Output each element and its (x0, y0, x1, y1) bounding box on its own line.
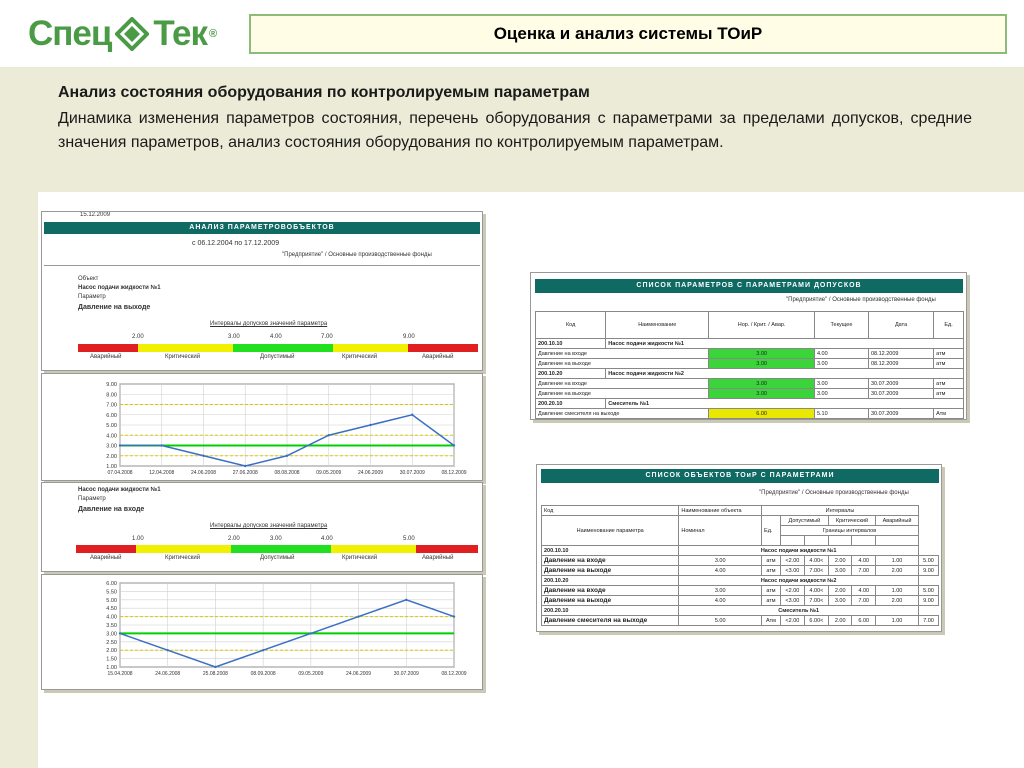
y-tick-label: 9.00 (106, 382, 117, 388)
tolerance-scale (78, 344, 478, 352)
y-tick-label: 1.00 (106, 665, 117, 671)
x-tick-label: 30.07.2009 (393, 671, 419, 677)
table-row (542, 586, 939, 596)
table-cell: 4.00 (679, 566, 762, 576)
table-row (542, 596, 939, 606)
table-group-row (542, 576, 939, 586)
table-cell: 4.00 (852, 586, 876, 596)
y-tick-label: 6.00 (106, 581, 117, 587)
zone-label: Аварийный (422, 555, 454, 561)
group-code: 200.10.10 (542, 546, 679, 556)
y-tick-label: 7.00 (106, 402, 117, 409)
table-cell: 3.00 (814, 389, 868, 399)
x-tick-label: 27.06.2008 (232, 470, 258, 476)
table-cell: атм (934, 389, 964, 399)
table-cell: 4.00< (804, 586, 828, 596)
x-tick-label: 24.06.2008 (155, 671, 181, 677)
column-header: Код (542, 506, 679, 516)
data-point (119, 444, 121, 446)
table-cell: Давление смесителя на выходе (542, 616, 679, 626)
table-cell: 7.00 (918, 616, 938, 626)
table-cell: 30.07.2009 (868, 389, 933, 399)
x-tick-label: 09.05.2009 (298, 671, 324, 677)
table-cell: атм (762, 566, 781, 576)
group-name: Смеситель №1 (606, 399, 964, 409)
table-cell: 3.00 (709, 389, 815, 399)
scale-value: 9.00 (403, 334, 415, 340)
column-header (828, 536, 852, 546)
y-tick-label: 3.50 (106, 623, 117, 629)
table-group-row (536, 399, 964, 409)
table-group-row (536, 339, 964, 349)
group-name: Насос подачи жидкости №2 (679, 576, 919, 586)
table-cell: Давление на входе (536, 379, 709, 389)
table-row (536, 349, 964, 359)
table-cell: 3.00 (679, 556, 762, 566)
table-cell: атм (934, 359, 964, 369)
table-cell: 7.00 (852, 596, 876, 606)
table-cell: 2.00 (828, 556, 852, 566)
table-cell: 7.00< (804, 566, 828, 576)
column-header: Наименование параметра (542, 516, 679, 546)
data-point (369, 424, 371, 426)
table-cell: Давление на выходе (536, 359, 709, 369)
section-heading: Анализ состояния оборудования по контролируемым параметрам (58, 84, 590, 101)
y-tick-label: 4.00 (106, 614, 117, 621)
x-tick-label: 08.08.2008 (274, 470, 300, 476)
scale-value: 1.00 (132, 536, 144, 542)
group-code: 200.20.10 (542, 606, 679, 616)
table-header-row (536, 312, 964, 339)
zone-label: Аварийный (422, 354, 454, 360)
chart-panel-1 (41, 373, 483, 481)
y-tick-label: 2.00 (106, 453, 117, 460)
column-header: Нор. / Крит. / Авар. (709, 312, 815, 339)
y-tick-label: 2.00 (106, 648, 117, 655)
table-header-row (542, 516, 939, 526)
table-row (536, 389, 964, 399)
table-cell: 1.00 (876, 616, 919, 626)
y-tick-label: 6.00 (106, 412, 117, 419)
table-cell: 1.00 (876, 586, 919, 596)
report-analysis-panel-2 (41, 482, 483, 572)
table-cell: 08.12.2009 (868, 359, 933, 369)
table-row (536, 379, 964, 389)
column-header: Текущее (814, 312, 868, 339)
group-name: Насос подачи жидкости №1 (606, 339, 964, 349)
table-cell: 08.12.2009 (868, 349, 933, 359)
table-cell: 4.00< (804, 556, 828, 566)
table-cell: <2.00 (780, 556, 804, 566)
section-description: Динамика изменения параметров состояния, перечень оборудования с параметрами за пределами допусков, средние значения параметров, анализ состояния оборудования по контролируемым параметрам. (58, 110, 972, 151)
table-cell: атм (762, 596, 781, 606)
data-point (202, 455, 204, 457)
data-point (357, 615, 359, 617)
objects-list-panel (536, 464, 942, 632)
table-cell: <3.00 (780, 596, 804, 606)
table-row (536, 359, 964, 369)
chart-panel-2 (41, 574, 483, 690)
table-cell: атм (762, 586, 781, 596)
table-cell: 2.00 (828, 616, 852, 626)
table-row (542, 566, 939, 576)
table-group-row (536, 369, 964, 379)
x-tick-label: 12.04.2008 (149, 470, 175, 476)
column-header: Наименование объекта (679, 506, 762, 516)
data-point (453, 444, 455, 446)
table-cell: 2.00 (876, 596, 919, 606)
param-label: Параметр (78, 294, 106, 300)
table-cell: Давление на выходе (542, 596, 679, 606)
y-tick-label: 3.00 (106, 443, 117, 450)
x-tick-label: 24.06.2008 (190, 470, 217, 476)
y-tick-label: 5.00 (106, 597, 117, 604)
column-header: Аварийный (876, 516, 919, 526)
table-cell: 1.00 (876, 556, 919, 566)
x-tick-label: 08.12.2009 (441, 671, 467, 677)
report-analysis-panel (41, 211, 483, 371)
logo-reg: ® (209, 28, 217, 40)
column-header: Ед. (934, 312, 964, 339)
y-tick-label: 2.50 (106, 639, 117, 646)
zone-label: Допустимый (260, 354, 295, 360)
objects-list-band: СПИСОК ОБЪЕКТОВ ТОиР С ПАРАМЕТРАМИ (541, 469, 939, 483)
object-name: Насос подачи жидкости №1 (78, 487, 161, 493)
params-list-band: СПИСОК ПАРАМЕТРОВ С ПАРАМЕТРАМИ ДОПУСКОВ (535, 279, 963, 293)
table-cell: <2.00 (780, 586, 804, 596)
zone-label: Критический (165, 354, 201, 360)
sidebar-band (0, 67, 38, 768)
table-cell: 3.00 (709, 359, 815, 369)
table-cell: 4.00 (814, 349, 868, 359)
table-cell: 3.00 (814, 359, 868, 369)
zone-label: Критический (165, 555, 201, 561)
table-cell: Давление на входе (536, 349, 709, 359)
data-point (328, 434, 330, 436)
x-tick-label: 07.04.2008 (107, 470, 133, 476)
data-point (119, 632, 121, 634)
param-label: Параметр (78, 496, 106, 502)
chart-1 (42, 374, 482, 480)
slide-title: Оценка и анализ системы ТОиР (249, 14, 1007, 54)
table-cell: 5.00 (679, 616, 762, 626)
column-header: Дата (868, 312, 933, 339)
table-cell: 30.07.2009 (868, 409, 933, 419)
data-point (244, 465, 246, 467)
column-header (804, 536, 828, 546)
report-period: с 06.12.2004 по 17.12.2009 (192, 240, 280, 247)
table-cell: 3.00 (709, 349, 815, 359)
report-band: АНАЛИЗ ПАРАМЕТРОВОБЪЕКТОВ (44, 222, 480, 234)
table-cell: 6.00 (852, 616, 876, 626)
table-group-row (542, 546, 939, 556)
table-cell: 7.00 (852, 566, 876, 576)
y-tick-label: 5.50 (106, 589, 117, 596)
intervals-title: Интервалы допусков значений параметра (210, 523, 328, 529)
data-point (167, 649, 169, 651)
table-cell: Атм (934, 409, 964, 419)
data-point (214, 666, 216, 668)
group-code: 200.10.10 (536, 339, 606, 349)
table-row (536, 409, 964, 419)
y-tick-label: 1.50 (106, 656, 117, 663)
column-header: Ед. (762, 516, 781, 546)
params-table (535, 311, 964, 419)
zone-label: Критический (342, 555, 378, 561)
objects-table (541, 505, 939, 626)
x-tick-label: 25.08.2008 (202, 671, 228, 677)
table-cell: 30.07.2009 (868, 379, 933, 389)
group-name: Насос подачи жидкости №2 (606, 369, 964, 379)
column-header (780, 536, 804, 546)
scale-value: 7.00 (321, 334, 333, 340)
objects-list-enterprise: "Предприятие" / Основные производственные фонды (759, 490, 909, 496)
zone-label: Аварийный (90, 354, 122, 360)
table-cell: 3.00 (828, 596, 852, 606)
params-list-enterprise: "Предприятие" / Основные производственные фонды (786, 297, 936, 303)
scale-value: 3.00 (228, 334, 240, 340)
table-cell: атм (762, 556, 781, 566)
y-tick-label: 4.00 (106, 433, 117, 440)
table-cell: <2.00 (780, 616, 804, 626)
x-tick-label: 24.06.2009 (357, 470, 384, 476)
object-label: Объект (78, 276, 99, 282)
table-cell: <3.00 (780, 566, 804, 576)
table-cell: атм (934, 349, 964, 359)
group-code: 200.10.20 (536, 369, 606, 379)
table-cell: 2.00 (876, 566, 919, 576)
y-tick-label: 1.00 (106, 464, 117, 470)
scale-value: 4.00 (270, 334, 282, 340)
table-cell: 2.00 (828, 586, 852, 596)
param-name: Давление на входе (78, 506, 145, 513)
table-cell: Давление на входе (542, 586, 679, 596)
table-cell: Давление на выходе (536, 389, 709, 399)
column-header (852, 536, 876, 546)
report-date: 15.12.2009 (80, 212, 111, 218)
x-tick-label: 08.09.2008 (250, 671, 276, 677)
data-point (161, 444, 163, 446)
table-cell: Давление на выходе (542, 566, 679, 576)
table-cell: 5.00 (918, 556, 938, 566)
table-cell: 3.00 (709, 379, 815, 389)
report-enterprise: "Предприятие" / Основные производственные фонды (282, 252, 432, 258)
group-name: Смеситель №1 (679, 606, 919, 616)
table-cell: 5.00 (918, 586, 938, 596)
company-logo (28, 4, 216, 64)
data-point (286, 455, 288, 457)
table-row (542, 556, 939, 566)
table-cell: 3.00 (679, 586, 762, 596)
zone-label: Аварийный (90, 555, 122, 561)
logo-text-left: Спец (28, 14, 112, 53)
table-cell: 9.00 (918, 596, 938, 606)
group-name: Насос подачи жидкости №1 (679, 546, 919, 556)
column-header: Интервалы (762, 506, 919, 516)
y-tick-label: 3.00 (106, 631, 117, 638)
column-header: Границы интервалов (780, 526, 918, 536)
object-name: Насос подачи жидкости №1 (78, 285, 161, 291)
intervals-title: Интервалы допусков значений параметра (210, 321, 328, 327)
y-tick-label: 8.00 (106, 392, 117, 399)
y-tick-label: 5.00 (106, 423, 117, 429)
table-cell: 9.00 (918, 566, 938, 576)
table-group-row (542, 606, 939, 616)
logo-text-right: Тек (153, 14, 208, 53)
group-code: 200.20.10 (536, 399, 606, 409)
group-code: 200.10.20 (542, 576, 679, 586)
scale-value: 3.00 (270, 536, 282, 542)
param-name: Давление на выходе (78, 304, 151, 311)
table-header-row (542, 506, 939, 516)
table-cell: 4.00 (679, 596, 762, 606)
x-tick-label: 30.07.2009 (399, 470, 425, 476)
table-cell: 7.00< (804, 596, 828, 606)
data-point (405, 599, 407, 601)
table-cell: 5.10 (814, 409, 868, 419)
table-cell: Давление смесителя на выходе (536, 409, 709, 419)
column-header: Наименование (606, 312, 709, 339)
table-cell: 3.00 (828, 566, 852, 576)
zone-label: Критический (342, 354, 378, 360)
scale-value: 4.00 (321, 536, 333, 542)
table-cell: атм (934, 379, 964, 389)
data-point (453, 615, 455, 617)
chart-2 (42, 575, 482, 689)
scale-value: 2.00 (132, 334, 144, 340)
table-cell: 4.00 (852, 556, 876, 566)
tolerance-scale (76, 545, 478, 553)
scale-value: 5.00 (403, 536, 415, 542)
data-point (262, 649, 264, 651)
table-cell: Атм (762, 616, 781, 626)
params-list-panel (530, 272, 967, 420)
table-cell: 6.00 (709, 409, 815, 419)
column-header: Допустимый (780, 516, 828, 526)
data-point (411, 414, 413, 416)
column-header: Код (536, 312, 606, 339)
x-tick-label: 09.05.2009 (316, 470, 342, 476)
y-tick-label: 4.50 (106, 606, 117, 613)
column-header (876, 536, 919, 546)
x-tick-label: 08.12.2009 (441, 470, 467, 476)
table-cell: 3.00 (814, 379, 868, 389)
scale-value: 2.00 (228, 536, 240, 542)
table-cell: 6.00< (804, 616, 828, 626)
data-point (310, 632, 312, 634)
logo-mark-icon (115, 17, 149, 51)
x-tick-label: 24.06.2009 (346, 671, 372, 677)
zone-label: Допустимый (260, 555, 295, 561)
column-header: Номинал (679, 516, 762, 546)
table-cell: Давление на входе (542, 556, 679, 566)
column-header: Критический (828, 516, 875, 526)
table-row (542, 616, 939, 626)
x-tick-label: 15.04.2008 (107, 671, 133, 677)
